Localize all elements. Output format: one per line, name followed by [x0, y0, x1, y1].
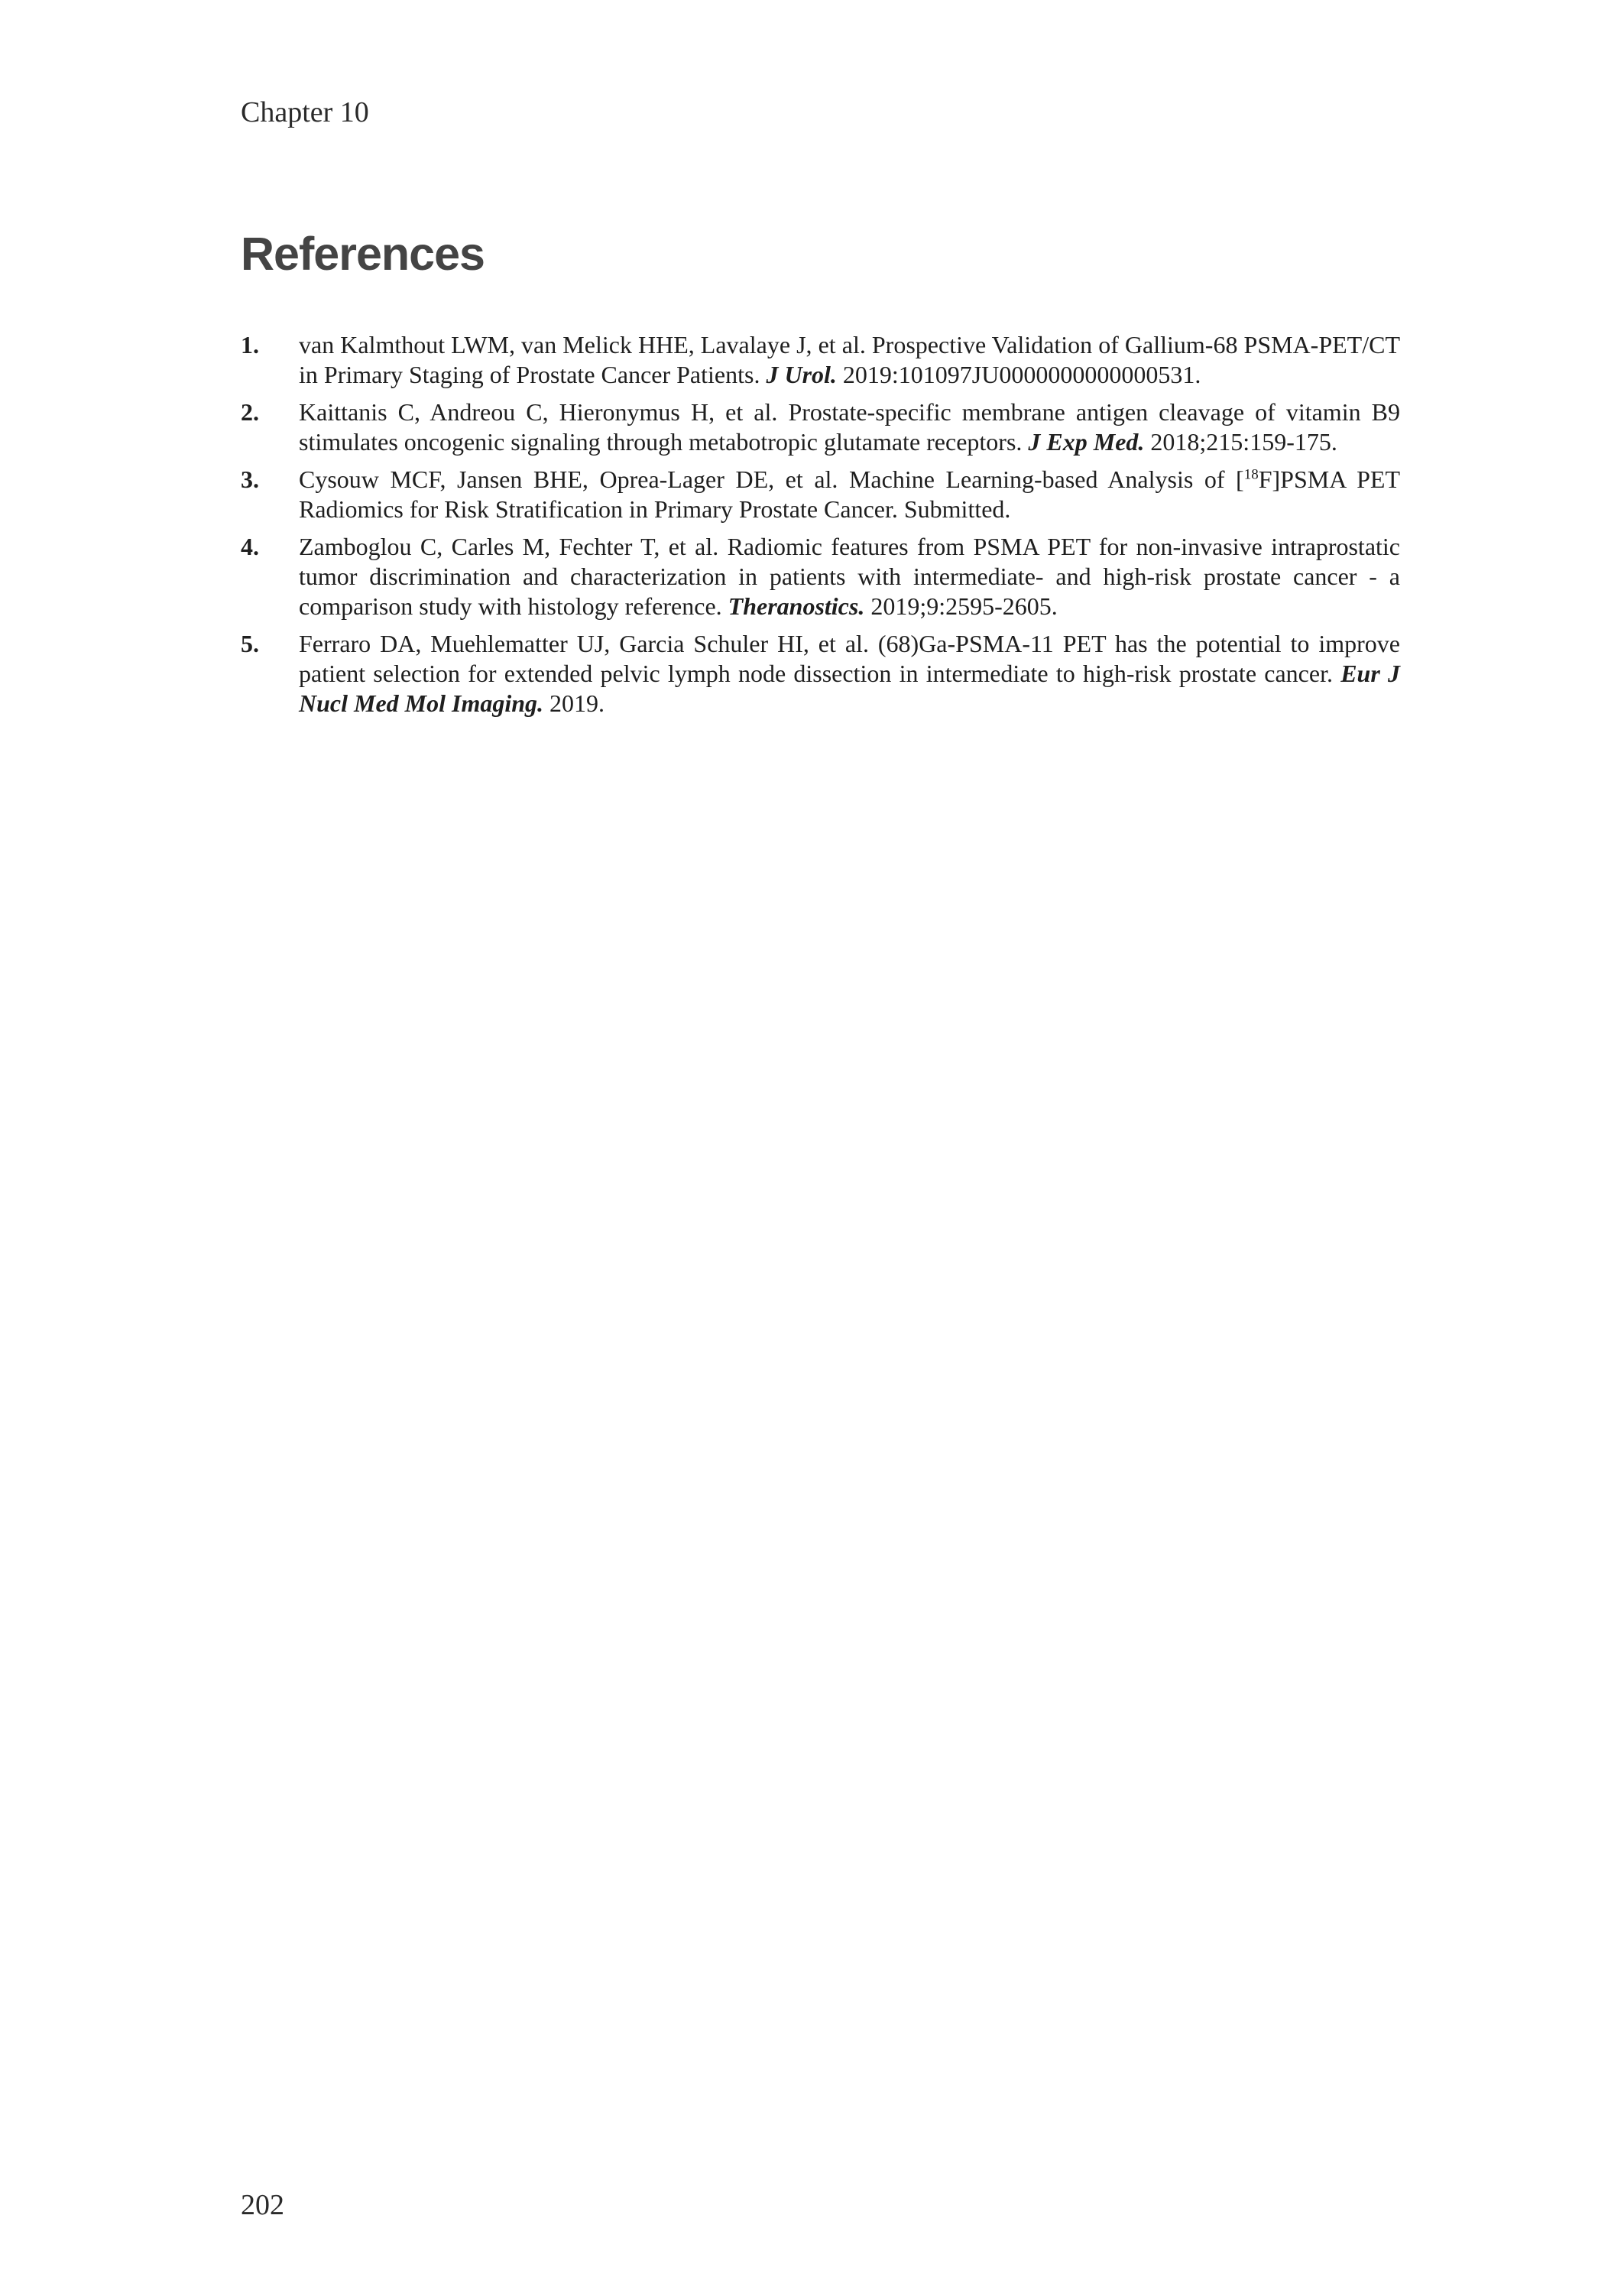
reference-text — [299, 629, 1400, 718]
journal-name: Theranostics. — [728, 592, 865, 620]
reference-number: 3. — [241, 465, 259, 493]
reference-number: 4. — [241, 533, 259, 560]
running-head: Chapter 10 — [241, 96, 369, 128]
reference-item-3 — [241, 465, 1400, 524]
journal-name: J Exp Med. — [1028, 428, 1145, 456]
reference-item-5 — [241, 629, 1400, 718]
publication-details: 2019. — [543, 689, 605, 717]
reference-citation: Cysouw MCF, Jansen BHE, Oprea-Lager DE, et al. Machine Learning-based Analysis of [ — [299, 465, 1244, 493]
page-number: 202 — [241, 2189, 284, 2221]
reference-citation: van Kalmthout LWM, van Melick HHE, Lavalaye J, et al. Prospective Validation of Gallium-68 PSMA-PET/CT in Primary Staging of Prostate Cancer Patients. — [299, 331, 1400, 388]
publication-details: 2019;9:2595-2605. — [864, 592, 1058, 620]
publication-details: 2019:101097JU0000000000000531. — [836, 361, 1201, 388]
reference-item-4 — [241, 532, 1400, 621]
reference-citation: Ferraro DA, Muehlematter UJ, Garcia Schuler HI, et al. (68)Ga-PSMA-11 PET has the potential to improve patient selection for extended pelvic lymph node dissection in intermediate to high-risk prostate cancer. — [299, 630, 1400, 687]
reference-citation: Zamboglou C, Carles M, Fechter T, et al. Radiomic features from PSMA PET for non-invasive intraprostatic tumor discrimination and characterization in patients with intermediate- and high-risk prostate cancer - a comparison study with histology reference. — [299, 533, 1400, 620]
journal-name: Eur J Nucl Med Mol Imaging. — [299, 660, 1401, 717]
isotope-superscript: 18 — [1243, 466, 1259, 483]
reference-number: 5. — [241, 630, 259, 657]
reference-item-2 — [241, 397, 1400, 457]
publication-details: 2018;215:159-175. — [1144, 428, 1337, 456]
journal-name: J Urol. — [766, 361, 837, 388]
reference-text — [299, 465, 1400, 524]
reference-list — [241, 330, 1400, 726]
reference-citation: Kaittanis C, Andreou C, Hieronymus H, et al. Prostate-specific membrane antigen cleavage of vitamin B9 stimulates oncogenic signaling through metabotropic glutamate receptors. — [299, 398, 1400, 456]
reference-text — [299, 330, 1400, 390]
reference-citation-continued: F]PSMA PET Radiomics for Risk Stratification in Primary Prostate Cancer. Submitted. — [299, 465, 1401, 523]
reference-text — [299, 532, 1400, 621]
reference-item-1 — [241, 330, 1400, 390]
reference-text — [299, 397, 1400, 457]
reference-number: 2. — [241, 398, 259, 426]
section-title: References — [241, 228, 485, 280]
reference-number: 1. — [241, 331, 259, 358]
